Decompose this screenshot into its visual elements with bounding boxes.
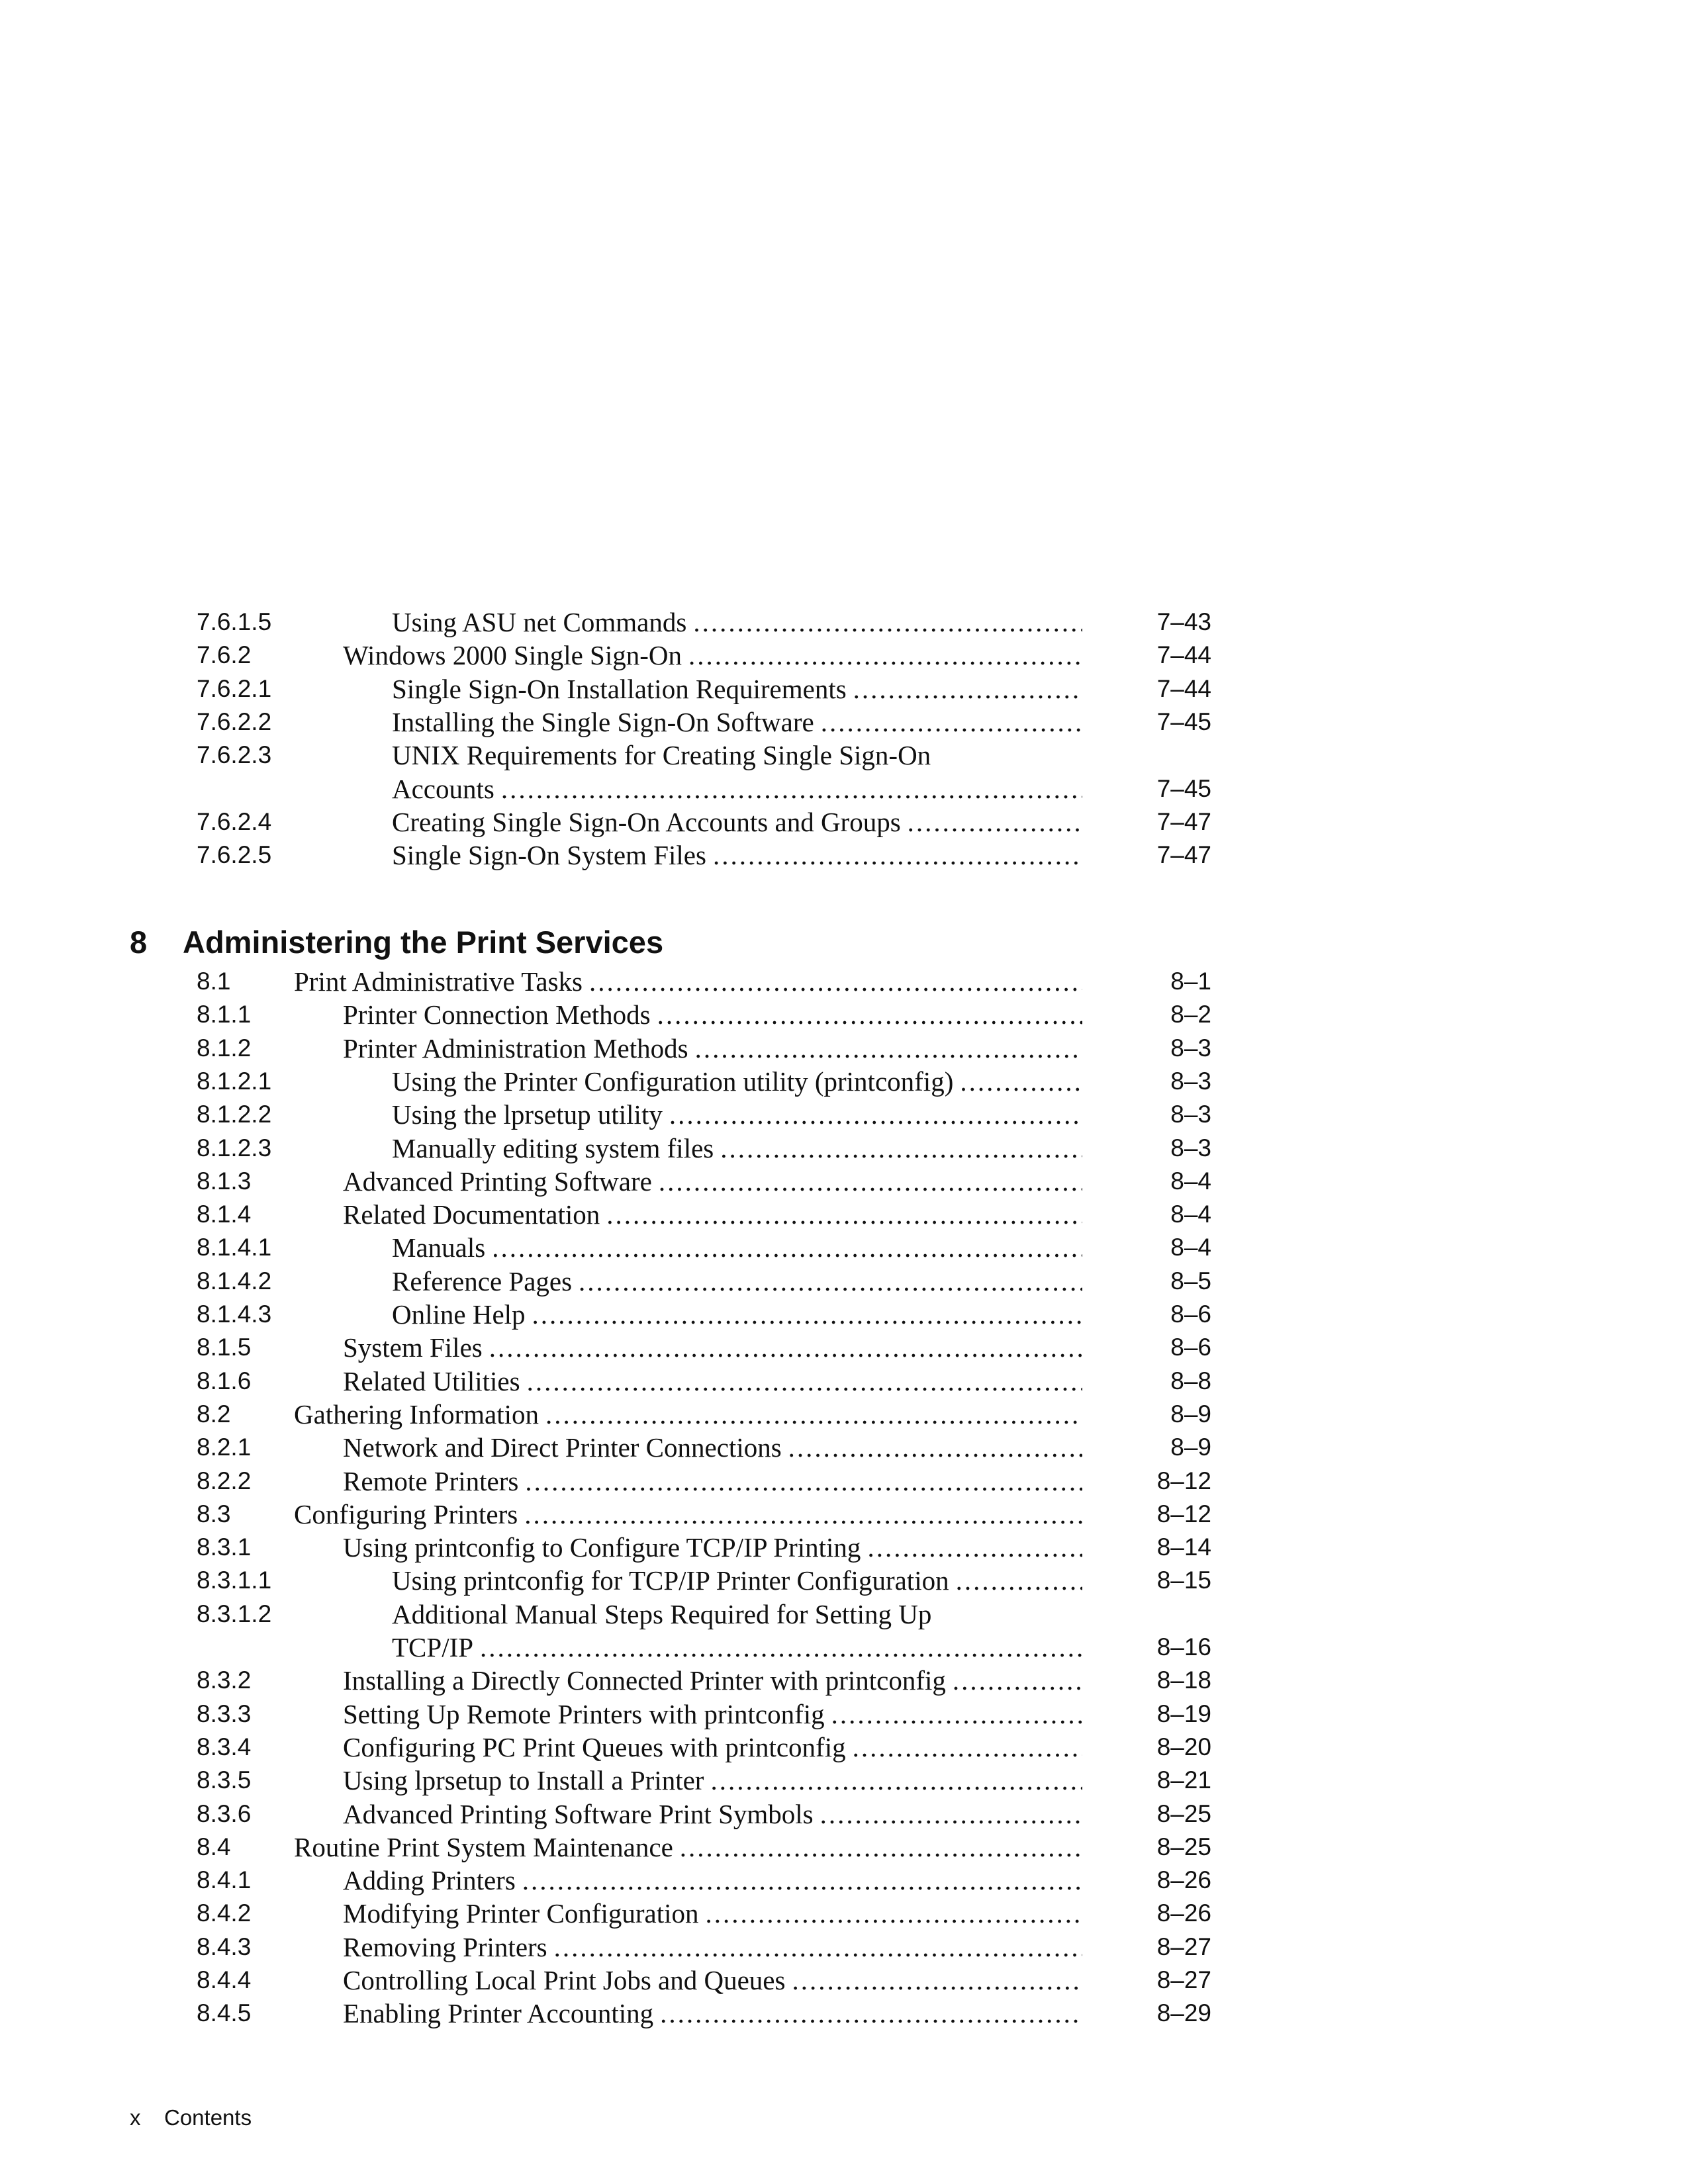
toc-entry[interactable]	[0, 1331, 1688, 1364]
toc-entry[interactable]	[0, 1032, 1688, 1065]
chapter-number: 8	[130, 925, 148, 960]
toc-entry-title-cell	[343, 1931, 1082, 1964]
toc-entry-title[interactable]: Using printconfig for TCP/IP Printer Configuration	[392, 1565, 949, 1596]
toc-entry-number: 8.3.6	[197, 1799, 252, 1827]
toc-entry[interactable]	[0, 1797, 1688, 1831]
toc-entry-title[interactable]: Print Administrative Tasks	[294, 966, 583, 997]
toc-entry-title-cell	[392, 1631, 1082, 1664]
toc-entry[interactable]	[0, 805, 1688, 839]
toc-entry-title[interactable]: Routine Print System Maintenance	[294, 1831, 673, 1862]
toc-entry-title-cell	[392, 1132, 1082, 1165]
toc-entry-title[interactable]: Configuring Printers	[294, 1498, 518, 1529]
toc-entry-title-cell	[343, 998, 1082, 1031]
toc-entry-page[interactable]: 8–21	[1156, 1766, 1211, 1794]
dot-leader	[785, 1964, 1082, 1997]
dot-leader	[714, 1132, 1082, 1165]
toc-entry-number: 8.4.5	[197, 1999, 252, 2027]
toc-entry-page[interactable]: 7–44	[1156, 641, 1211, 669]
toc-entry-title[interactable]: Setting Up Remote Printers with printconfig	[343, 1698, 825, 1729]
dot-leader	[520, 1365, 1082, 1398]
toc-entry-number: 8.1.2	[197, 1034, 252, 1062]
toc-entry[interactable]	[0, 1132, 1688, 1165]
toc-entry[interactable]	[0, 1531, 1688, 1564]
dot-leader	[706, 839, 1082, 872]
dot-leader	[782, 1431, 1082, 1464]
toc-entry-title-cell	[343, 1997, 1082, 2030]
dot-leader	[949, 1564, 1082, 1597]
toc-entry[interactable]	[0, 1465, 1688, 1498]
dot-leader	[861, 1531, 1082, 1564]
toc-entry-page[interactable]: 8–27	[1156, 1933, 1211, 1960]
toc-entry-page[interactable]: 8–9	[1170, 1433, 1211, 1461]
toc-entry-title[interactable]: Related Documentation	[343, 1199, 600, 1230]
toc-entry-title[interactable]: Manuals	[392, 1232, 486, 1263]
toc-entry-page[interactable]: 8–2	[1170, 1001, 1211, 1028]
toc-entry-title-cell	[343, 1897, 1082, 1930]
dot-leader	[663, 1098, 1082, 1131]
toc-entry[interactable]	[0, 1198, 1688, 1231]
dot-leader	[901, 805, 1082, 839]
toc-entry-number: 8.1.4.1	[197, 1234, 272, 1261]
toc-entry-title[interactable]: Reference Pages	[392, 1265, 573, 1297]
toc-entry[interactable]	[0, 1298, 1688, 1331]
toc-entry-number: 8.1.6	[197, 1367, 252, 1394]
toc-entry[interactable]	[0, 1564, 1688, 1597]
toc-entry-page[interactable]: 8–26	[1156, 1866, 1211, 1894]
toc-entry-title[interactable]: Advanced Printing Software	[343, 1165, 652, 1197]
toc-entry-title[interactable]: Creating Single Sign-On Accounts and Groups	[392, 806, 901, 837]
toc-entry-page[interactable]: 7–44	[1156, 674, 1211, 702]
toc-entry[interactable]	[0, 772, 1688, 805]
toc-entry-page[interactable]: 8–3	[1170, 1034, 1211, 1062]
toc-entry-title-cell	[343, 1331, 1082, 1364]
toc-entry-page[interactable]: 8–4	[1170, 1234, 1211, 1261]
dot-leader	[518, 1465, 1082, 1498]
dot-leader	[651, 998, 1082, 1031]
toc-entry-number: 8.1.5	[197, 1334, 252, 1361]
toc-entry-title[interactable]: Network and Direct Printer Connections	[343, 1432, 782, 1463]
toc-entry[interactable]	[0, 1265, 1688, 1298]
toc-entry[interactable]	[0, 1065, 1688, 1098]
dot-leader	[583, 965, 1082, 998]
toc-entry-number: 8.1.3	[197, 1167, 252, 1195]
toc-entry-title[interactable]: Removing Printers	[343, 1931, 547, 1962]
toc-entry[interactable]	[0, 1498, 1688, 1531]
toc-entry-page[interactable]: 8–20	[1156, 1733, 1211, 1760]
toc-entry-number: 8.3.1	[197, 1533, 252, 1561]
toc-entry-number: 8.2.1	[197, 1433, 252, 1461]
dot-leader	[653, 1997, 1082, 2030]
toc-entry-page[interactable]: 8–4	[1170, 1201, 1211, 1228]
footer-page-number: x	[130, 2105, 141, 2130]
toc-entry-number: 8.3.4	[197, 1733, 252, 1760]
chapter-heading	[130, 923, 663, 962]
toc-entry-title-cell	[343, 1864, 1082, 1897]
toc-entry-title[interactable]: Enabling Printer Accounting	[343, 1998, 654, 2029]
toc-entry-number: 7.6.2.5	[197, 841, 272, 869]
toc-entry-title[interactable]: Adding Printers	[343, 1865, 516, 1896]
toc-entry-title-line1[interactable]: Additional Manual Steps Required for Setting Up	[392, 1598, 932, 1629]
toc-entry[interactable]	[0, 1098, 1688, 1131]
toc-entry-title[interactable]: Related Utilities	[343, 1365, 520, 1396]
toc-entry-page[interactable]: 8–6	[1170, 1334, 1211, 1361]
toc-entry[interactable]	[0, 965, 1688, 998]
toc-entry[interactable]	[0, 1664, 1688, 1697]
dot-leader	[825, 1698, 1082, 1731]
toc-entry-title-cell	[343, 639, 1082, 672]
toc-entry-page[interactable]: 7–47	[1156, 807, 1211, 835]
toc-entry-number: 8.4.3	[197, 1933, 252, 1960]
toc-entry-page[interactable]: 8–14	[1156, 1533, 1211, 1561]
dot-leader	[494, 772, 1082, 805]
toc-entry-page[interactable]: 8–8	[1170, 1367, 1211, 1394]
toc-entry-title[interactable]: Printer Administration Methods	[343, 1032, 688, 1064]
toc-entry-title[interactable]: Using the Printer Configuration utility (printconfig)	[392, 1066, 954, 1097]
toc-entry-title[interactable]: Manually editing system files	[392, 1132, 714, 1163]
chapter-title: Administering the Print Services	[183, 925, 664, 960]
toc-entry-page[interactable]: 8–16	[1156, 1633, 1211, 1661]
dot-leader	[946, 1664, 1082, 1697]
toc-entry-number: 7.6.2.2	[197, 707, 272, 735]
toc-entry[interactable]	[0, 705, 1688, 739]
toc-entry-title[interactable]: Online Help	[392, 1299, 526, 1330]
toc-entry-page[interactable]: 8–6	[1170, 1300, 1211, 1328]
dot-leader	[572, 1265, 1082, 1298]
toc-entry-title[interactable]: System Files	[343, 1332, 483, 1363]
toc-entry-title-cell	[343, 1531, 1082, 1564]
toc-entry[interactable]	[0, 1897, 1688, 1930]
toc-entry-page[interactable]: 8–5	[1170, 1267, 1211, 1295]
toc-entry-title-cell	[392, 1065, 1082, 1098]
toc-entry-number: 7.6.2.1	[197, 674, 272, 702]
toc-entry-page[interactable]: 7–47	[1156, 841, 1211, 869]
dot-leader	[846, 1731, 1082, 1764]
toc-entry-page[interactable]: 8–4	[1170, 1167, 1211, 1195]
toc-entry-number: 8.3.1.2	[197, 1600, 272, 1627]
toc-entry-title-line1[interactable]: UNIX Requirements for Creating Single Sign-On	[392, 740, 931, 771]
dot-leader	[673, 1831, 1082, 1864]
toc-entry-title[interactable]: Using printconfig to Configure TCP/IP Printing	[343, 1532, 861, 1563]
dot-leader	[814, 705, 1082, 739]
dot-leader	[686, 606, 1082, 639]
dot-leader	[473, 1631, 1082, 1664]
dot-leader	[539, 1398, 1082, 1431]
toc-entry-page[interactable]: 7–45	[1156, 774, 1211, 802]
toc-entry-title-cell	[392, 805, 1082, 839]
dot-leader	[682, 639, 1082, 672]
toc-entry-title-cell	[343, 1797, 1082, 1831]
toc-entry-title[interactable]: Single Sign-On Installation Requirements	[392, 673, 847, 704]
toc-entry-title[interactable]: Using ASU net Commands	[392, 607, 687, 637]
toc-entry-number: 7.6.2.3	[197, 741, 272, 769]
footer-label: Contents	[164, 2105, 252, 2130]
toc-entry-title-cell	[343, 1431, 1082, 1464]
toc-entry-title[interactable]: Printer Connection Methods	[343, 999, 651, 1030]
dot-leader	[652, 1165, 1082, 1198]
toc-entry-title-cell	[392, 1265, 1082, 1298]
toc-entry-page[interactable]: 8–25	[1156, 1833, 1211, 1860]
toc-entry-title-cell	[343, 1764, 1082, 1797]
toc-entry-page[interactable]: 8–1	[1170, 968, 1211, 995]
dot-leader	[547, 1931, 1082, 1964]
toc-entry[interactable]	[0, 998, 1688, 1031]
toc-entry-title[interactable]: Installing a Directly Connected Printer with printconfig	[343, 1665, 946, 1696]
toc-entry-title[interactable]: Modifying Printer Configuration	[343, 1898, 699, 1929]
toc-entry-title-cell	[343, 1731, 1082, 1764]
toc-entry-number: 8.2	[197, 1400, 231, 1428]
toc-entry-title-cell	[294, 965, 1082, 998]
toc-entry-title-cell	[392, 1098, 1082, 1131]
toc-entry-number: 8.1.1	[197, 1001, 252, 1028]
toc-entry-page[interactable]: 8–18	[1156, 1666, 1211, 1694]
toc-entry-number: 8.3.5	[197, 1766, 252, 1794]
page-footer	[130, 2103, 252, 2132]
toc-entry-title-cell	[392, 1298, 1082, 1331]
toc-entry-title-cell	[294, 1498, 1082, 1531]
toc-entry-number: 8.4.1	[197, 1866, 252, 1894]
toc-entry[interactable]	[0, 1398, 1688, 1431]
toc-entry-title-cell	[343, 1032, 1082, 1065]
toc-entry[interactable]	[0, 639, 1688, 672]
toc-entry-title[interactable]: Accounts	[392, 773, 494, 804]
dot-leader	[600, 1198, 1082, 1231]
toc-entry-title-cell	[392, 672, 1082, 705]
toc-entry-page[interactable]: 7–45	[1156, 707, 1211, 735]
toc-entry[interactable]	[0, 1997, 1688, 2030]
toc-entry-title-cell	[343, 1365, 1082, 1398]
toc-entry-page[interactable]: 8–3	[1170, 1067, 1211, 1095]
toc-entry-title[interactable]: Controlling Local Print Jobs and Queues	[343, 1965, 786, 1995]
dot-leader	[953, 1065, 1082, 1098]
toc-entry-title[interactable]: Using the lprsetup utility	[392, 1099, 663, 1130]
toc-entry-number: 8.4.4	[197, 1966, 252, 1993]
toc-entry-title[interactable]: Using lprsetup to Install a Printer	[343, 1765, 704, 1796]
toc-entry[interactable]	[0, 1631, 1688, 1664]
toc-entry-page[interactable]: 7–43	[1156, 608, 1211, 635]
toc-entry-title-cell	[392, 1564, 1082, 1597]
toc-entry-title-cell	[343, 1964, 1082, 1997]
toc-entry-number: 8.1.2.1	[197, 1067, 272, 1095]
toc-entry-number: 8.4.2	[197, 1899, 252, 1927]
toc-entry-page[interactable]: 8–29	[1156, 1999, 1211, 2027]
toc-entry-title[interactable]: Windows 2000 Single Sign-On	[343, 640, 682, 671]
toc-entry-number: 7.6.2.4	[197, 807, 272, 835]
toc-entry-number: 8.1.4	[197, 1201, 252, 1228]
dot-leader	[485, 1231, 1082, 1264]
toc-entry-number: 8.3.1.1	[197, 1567, 272, 1594]
toc-entry-page[interactable]: 8–3	[1170, 1134, 1211, 1161]
dot-leader	[704, 1764, 1082, 1797]
dot-leader	[847, 672, 1082, 705]
toc-entry-page[interactable]: 8–26	[1156, 1899, 1211, 1927]
toc-entry-title[interactable]: Remote Printers	[343, 1465, 519, 1496]
toc-entry-number: 8.2.2	[197, 1467, 252, 1494]
toc-entry-title-cell	[294, 1831, 1082, 1864]
toc-entry[interactable]	[0, 1698, 1688, 1731]
toc-entry-title-cell	[294, 1398, 1082, 1431]
toc-entry-title-cell	[392, 1231, 1082, 1264]
toc-entry-number: 8.1.2.2	[197, 1101, 272, 1128]
toc-entry-number: 8.3	[197, 1500, 231, 1527]
toc-entry-first-line	[0, 1598, 1688, 1631]
toc-entry-title-cell	[343, 1664, 1082, 1697]
toc-entry[interactable]	[0, 1764, 1688, 1797]
toc-entry-page[interactable]: 8–12	[1156, 1467, 1211, 1494]
toc-entry[interactable]	[0, 1731, 1688, 1764]
toc-entry[interactable]	[0, 1365, 1688, 1398]
toc-entry[interactable]	[0, 606, 1688, 639]
toc-entry-page[interactable]: 8–27	[1156, 1966, 1211, 1993]
dot-leader	[688, 1032, 1082, 1065]
toc-entry-title[interactable]: Advanced Printing Software Print Symbols	[343, 1798, 814, 1829]
toc-entry-title[interactable]: Single Sign-On System Files	[392, 840, 706, 871]
toc-entry-title-cell	[392, 772, 1082, 805]
dot-leader	[518, 1498, 1082, 1531]
toc-entry-page[interactable]: 8–12	[1156, 1500, 1211, 1527]
toc-entry-page[interactable]: 8–3	[1170, 1101, 1211, 1128]
toc-entry[interactable]	[0, 1831, 1688, 1864]
toc-entry-title[interactable]: Installing the Single Sign-On Software	[392, 706, 814, 737]
toc-entry-number: 8.3.3	[197, 1700, 252, 1727]
toc-entry-title-cell	[343, 1698, 1082, 1731]
toc-entry-title-cell	[343, 1198, 1082, 1231]
toc-entry-number: 8.4	[197, 1833, 231, 1860]
toc-entry-page[interactable]: 8–9	[1170, 1400, 1211, 1428]
toc-entry-number: 8.1	[197, 968, 231, 995]
dot-leader	[699, 1897, 1082, 1930]
toc-entry[interactable]	[0, 839, 1688, 872]
toc-entry-page[interactable]: 8–19	[1156, 1700, 1211, 1727]
toc-entry[interactable]	[0, 1231, 1688, 1264]
toc-entry-title[interactable]: Gathering Information	[294, 1398, 539, 1430]
toc-entry[interactable]	[0, 1964, 1688, 1997]
toc-entry[interactable]	[0, 1864, 1688, 1897]
toc-entry-title-cell	[392, 705, 1082, 739]
toc-entry-page[interactable]: 8–25	[1156, 1799, 1211, 1827]
dot-leader	[814, 1797, 1082, 1831]
toc-entry-first-line	[0, 739, 1688, 772]
toc-entry-title[interactable]: TCP/IP	[392, 1632, 474, 1662]
toc-entry[interactable]	[0, 1165, 1688, 1198]
toc-entry-title-cell	[343, 1465, 1082, 1498]
toc-entry[interactable]	[0, 1931, 1688, 1964]
toc-entry-number: 8.1.4.2	[197, 1267, 272, 1295]
toc-entry[interactable]	[0, 1431, 1688, 1464]
toc-entry-title-cell	[343, 1165, 1082, 1198]
dot-leader	[516, 1864, 1082, 1897]
toc-entry-page[interactable]: 8–15	[1156, 1567, 1211, 1594]
toc-entry-title-cell	[392, 606, 1082, 639]
toc-entry-number: 8.3.2	[197, 1666, 252, 1694]
toc-entry[interactable]	[0, 672, 1688, 705]
toc-entry-title[interactable]: Configuring PC Print Queues with printconfig	[343, 1731, 846, 1762]
toc-entry-number: 8.1.4.3	[197, 1300, 272, 1328]
toc-entry-number: 7.6.2	[197, 641, 252, 669]
toc-entry-number: 8.1.2.3	[197, 1134, 272, 1161]
dot-leader	[526, 1298, 1082, 1331]
dot-leader	[483, 1331, 1082, 1364]
toc-entry-number: 7.6.1.5	[197, 608, 272, 635]
toc-entry-title-cell	[392, 839, 1082, 872]
